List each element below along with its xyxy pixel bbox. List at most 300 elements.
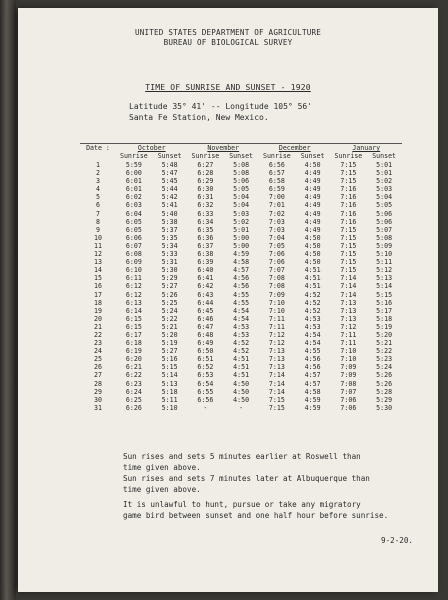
table-row — [80, 258, 402, 266]
day-cell: 8 — [96, 217, 100, 226]
time-cell: 5:38 — [161, 217, 178, 226]
time-cell: 7:06 — [268, 250, 285, 259]
note-roswell: Sun rises and sets 5 minutes earlier at Roswell than — [123, 452, 361, 461]
time-cell: 5:37 — [161, 225, 178, 234]
time-cell: 5:12 — [376, 266, 393, 275]
time-cell: 6:50 — [197, 347, 214, 356]
day-cell: 13 — [94, 258, 102, 267]
sub-header: Sunset — [229, 152, 254, 160]
time-cell: 6:39 — [197, 258, 214, 267]
time-cell: 7:16 — [340, 193, 357, 202]
time-cell: 7:07 — [268, 266, 285, 275]
time-cell: 4:49 — [304, 177, 321, 186]
table-row — [80, 210, 402, 218]
time-cell: 4:51 — [304, 282, 321, 291]
time-cell: 7:13 — [340, 306, 357, 315]
time-cell: 5:59 — [125, 161, 142, 169]
time-cell: 6:07 — [125, 241, 142, 250]
time-cell: 6:59 — [268, 185, 285, 194]
time-cell: 7:11 — [268, 322, 285, 331]
time-cell: 6:51 — [197, 355, 214, 364]
time-cell: 4:49 — [304, 209, 321, 218]
time-cell: 5:29 — [376, 395, 393, 404]
time-cell: 5:16 — [161, 355, 178, 364]
time-cell: 4:52 — [304, 290, 321, 299]
table-body — [80, 160, 402, 412]
time-cell: 5:10 — [376, 250, 393, 259]
time-cell: 7:05 — [268, 241, 285, 250]
time-cell: 7:06 — [340, 403, 357, 412]
note-albuquerque-cont: time given above. — [123, 485, 201, 494]
time-cell: 6:28 — [197, 169, 214, 178]
time-cell: 7:08 — [268, 282, 285, 291]
month-header: December — [278, 144, 311, 152]
time-cell: 4:49 — [304, 185, 321, 194]
time-cell: 4:51 — [233, 371, 250, 380]
time-cell: 5:00 — [233, 241, 250, 250]
day-cell: 17 — [94, 290, 102, 299]
time-cell: 7:01 — [268, 201, 285, 210]
time-cell: 6:05 — [125, 225, 142, 234]
time-cell: 5:03 — [376, 185, 393, 194]
day-cell: 16 — [94, 282, 102, 291]
time-cell: 6:27 — [197, 161, 214, 169]
time-cell: 5:29 — [161, 274, 178, 283]
time-cell: 7:12 — [268, 330, 285, 339]
time-cell: 5:05 — [233, 185, 250, 194]
day-cell: 19 — [94, 306, 102, 315]
day-cell: 7 — [96, 209, 100, 218]
time-cell: 7:00 — [268, 193, 285, 202]
time-cell: 4:52 — [304, 306, 321, 315]
time-cell: 7:09 — [340, 363, 357, 372]
time-cell: 7:11 — [340, 339, 357, 348]
day-cell: 21 — [94, 322, 102, 331]
table-row — [80, 388, 402, 396]
time-cell: 5:30 — [161, 266, 178, 275]
time-cell: 4:54 — [304, 330, 321, 339]
day-cell: 11 — [94, 241, 102, 250]
time-cell: 4:52 — [233, 339, 250, 348]
time-cell: 4:56 — [304, 355, 321, 364]
time-cell: 5:31 — [161, 258, 178, 267]
time-cell: 7:10 — [340, 355, 357, 364]
time-cell: 7:06 — [268, 258, 285, 267]
document-title: TIME OF SUNRISE AND SUNSET - 1920 — [145, 83, 311, 92]
time-cell: 5:24 — [376, 363, 393, 372]
time-cell: 4:55 — [304, 347, 321, 356]
time-cell: 4:49 — [304, 225, 321, 234]
time-cell: 4:57 — [304, 371, 321, 380]
time-cell: 5:11 — [376, 258, 393, 267]
time-cell: 5:04 — [376, 193, 393, 202]
day-cell: 27 — [94, 371, 102, 380]
time-cell: 5:02 — [233, 217, 250, 226]
day-cell: 26 — [94, 363, 102, 372]
time-cell: 5:17 — [376, 306, 393, 315]
day-cell: 5 — [96, 193, 100, 202]
sub-header: Sunrise — [334, 152, 363, 160]
day-cell: 31 — [94, 403, 102, 412]
time-cell: 4:55 — [233, 290, 250, 299]
time-cell: 4:49 — [304, 201, 321, 210]
table-row — [80, 169, 402, 177]
table-row — [80, 371, 402, 379]
time-cell: 5:15 — [376, 290, 393, 299]
time-cell: 6:20 — [125, 355, 142, 364]
table-row — [80, 299, 402, 307]
time-cell: 7:15 — [340, 233, 357, 242]
time-cell: 4:58 — [233, 258, 250, 267]
time-cell: 7:13 — [268, 355, 285, 364]
time-cell: 5:35 — [161, 233, 178, 242]
time-cell: 7:15 — [340, 177, 357, 186]
time-cell: 6:15 — [125, 322, 142, 331]
time-cell: 6:32 — [197, 201, 214, 210]
time-cell: 7:07 — [340, 387, 357, 396]
time-cell: 5:20 — [161, 330, 178, 339]
time-cell: 5:42 — [161, 193, 178, 202]
time-cell: 4:51 — [304, 274, 321, 283]
department-heading: UNITED STATES DEPARTMENT OF AGRICULTURE — [134, 28, 322, 37]
time-cell: 5:41 — [161, 201, 178, 210]
table-row — [80, 380, 402, 388]
time-cell: 7:02 — [268, 209, 285, 218]
time-cell: 6:56 — [197, 395, 214, 404]
time-cell: 4:53 — [304, 314, 321, 323]
sub-header: Sunrise — [191, 152, 220, 160]
time-cell: 4:49 — [304, 217, 321, 226]
time-cell: 7:16 — [340, 217, 357, 226]
time-cell: 4:50 — [304, 258, 321, 267]
table-row — [80, 250, 402, 258]
time-cell: 4:53 — [304, 322, 321, 331]
time-cell: 5:04 — [233, 201, 250, 210]
time-cell: 5:22 — [161, 314, 178, 323]
time-cell: 6:31 — [197, 193, 214, 202]
table-row — [80, 282, 402, 290]
bureau-heading: BUREAU OF BIOLOGICAL SURVEY — [163, 38, 293, 47]
time-cell: 5:45 — [161, 177, 178, 186]
time-cell: 5:03 — [233, 209, 250, 218]
latitude-longitude: Latitude 35° 41' -- Longitude 105° 56' — [129, 102, 313, 111]
time-cell: 6:22 — [125, 371, 142, 380]
time-cell: 5:26 — [376, 379, 393, 388]
time-cell: 6:56 — [268, 161, 285, 169]
time-cell: 5:16 — [376, 298, 393, 307]
time-cell: 4:57 — [233, 266, 250, 275]
day-cell: 12 — [94, 250, 102, 259]
time-cell: 5:08 — [233, 169, 250, 178]
time-cell: 5:10 — [161, 403, 178, 412]
day-cell: 28 — [94, 379, 102, 388]
time-cell: 6:41 — [197, 274, 214, 283]
time-cell: 6:00 — [125, 169, 142, 178]
table-row — [80, 201, 402, 209]
time-cell: 7:13 — [268, 347, 285, 356]
sub-header-row — [80, 152, 402, 160]
time-cell: - — [203, 403, 208, 412]
time-cell: 5:20 — [376, 330, 393, 339]
time-cell: 6:13 — [125, 298, 142, 307]
time-cell: 4:50 — [233, 379, 250, 388]
sub-header: Sunset — [372, 152, 397, 160]
time-cell: 4:50 — [304, 241, 321, 250]
time-cell: 4:57 — [304, 379, 321, 388]
time-cell: 5:18 — [376, 314, 393, 323]
time-cell: 5:30 — [376, 403, 393, 412]
time-cell: 5:22 — [376, 347, 393, 356]
station-name: Santa Fe Station, New Mexico. — [129, 113, 269, 122]
table-row — [80, 193, 402, 201]
time-cell: 7:15 — [340, 225, 357, 234]
time-cell: 5:13 — [376, 274, 393, 283]
day-cell: 10 — [94, 233, 102, 242]
time-cell: 6:18 — [125, 339, 142, 348]
time-cell: 4:54 — [304, 339, 321, 348]
day-cell: 2 — [96, 169, 100, 178]
time-cell: 5:13 — [161, 379, 178, 388]
time-cell: 5:05 — [376, 201, 393, 210]
time-cell: 4:59 — [304, 403, 321, 412]
day-cell: 20 — [94, 314, 102, 323]
time-cell: 7:16 — [340, 185, 357, 194]
time-cell: 4:49 — [304, 193, 321, 202]
book-binding — [0, 0, 16, 600]
day-cell: 4 — [96, 185, 100, 194]
sunrise-sunset-table — [80, 143, 402, 412]
time-cell: 5:07 — [376, 225, 393, 234]
time-cell: 4:53 — [233, 322, 250, 331]
time-cell: 6:10 — [125, 266, 142, 275]
time-cell: 6:42 — [197, 282, 214, 291]
month-header: November — [207, 144, 240, 152]
day-cell: 15 — [94, 274, 102, 283]
time-cell: 5:48 — [161, 161, 178, 169]
time-cell: 6:03 — [125, 201, 142, 210]
time-cell: 5:23 — [376, 355, 393, 364]
time-cell: 7:13 — [340, 298, 357, 307]
time-cell: 4:50 — [304, 233, 321, 242]
time-cell: 4:49 — [304, 169, 321, 178]
time-cell: 5:09 — [376, 241, 393, 250]
time-cell: 5:06 — [376, 217, 393, 226]
time-cell: 6:12 — [125, 290, 142, 299]
time-cell: 7:04 — [268, 233, 285, 242]
sub-header: Sunset — [157, 152, 182, 160]
table-row — [80, 404, 402, 412]
time-cell: 5:28 — [376, 387, 393, 396]
time-cell: 6:45 — [197, 306, 214, 315]
time-cell: 5:21 — [376, 339, 393, 348]
time-cell: 5:47 — [161, 169, 178, 178]
time-cell: 5:33 — [161, 250, 178, 259]
table-row — [80, 355, 402, 363]
time-cell: 7:14 — [268, 387, 285, 396]
time-cell: 6:21 — [125, 363, 142, 372]
time-cell: 6:58 — [268, 177, 285, 186]
day-cell: 9 — [96, 225, 100, 234]
table-row — [80, 177, 402, 185]
table-row — [80, 347, 402, 355]
time-cell: 6:12 — [125, 282, 142, 291]
time-cell: 7:13 — [340, 314, 357, 323]
time-cell: 4:51 — [233, 355, 250, 364]
time-cell: 7:10 — [340, 347, 357, 356]
day-cell: 6 — [96, 201, 100, 210]
time-cell: 5:26 — [376, 371, 393, 380]
document-page — [18, 8, 438, 592]
time-cell: 7:14 — [268, 379, 285, 388]
table-row — [80, 218, 402, 226]
time-cell: 7:06 — [340, 395, 357, 404]
day-cell: 23 — [94, 339, 102, 348]
time-cell: 5:26 — [161, 290, 178, 299]
day-cell: 24 — [94, 347, 102, 356]
time-cell: 4:55 — [233, 298, 250, 307]
time-cell: 5:08 — [233, 161, 250, 169]
time-cell: 6:54 — [197, 379, 214, 388]
time-cell: 7:09 — [340, 371, 357, 380]
table-row — [80, 315, 402, 323]
day-cell: 18 — [94, 298, 102, 307]
time-cell: 6:46 — [197, 314, 214, 323]
time-cell: 5:27 — [161, 347, 178, 356]
time-cell: 5:06 — [376, 209, 393, 218]
month-header: October — [137, 144, 166, 152]
time-cell: 5:19 — [376, 322, 393, 331]
time-cell: 6:14 — [125, 306, 142, 315]
day-cell: 14 — [94, 266, 102, 275]
time-cell: 4:56 — [233, 274, 250, 283]
time-cell: 7:11 — [340, 330, 357, 339]
time-cell: 7:16 — [340, 209, 357, 218]
time-cell: 6:35 — [197, 225, 214, 234]
time-cell: 7:10 — [268, 298, 285, 307]
sub-header: Sunrise — [262, 152, 291, 160]
time-cell: 7:15 — [340, 169, 357, 178]
time-cell: 5:24 — [161, 306, 178, 315]
time-cell: 4:51 — [233, 363, 250, 372]
time-cell: 7:14 — [268, 371, 285, 380]
day-cell: 22 — [94, 330, 102, 339]
table-row — [80, 291, 402, 299]
time-cell: 6:43 — [197, 290, 214, 299]
time-cell: 4:58 — [304, 387, 321, 396]
time-cell: 5:15 — [161, 363, 178, 372]
time-cell: 7:15 — [340, 266, 357, 275]
time-cell: 4:54 — [233, 306, 250, 315]
table-row — [80, 363, 402, 371]
time-cell: 6:52 — [197, 363, 214, 372]
time-cell: 4:50 — [233, 395, 250, 404]
time-cell: 5:21 — [161, 322, 178, 331]
note-albuquerque: Sun rises and sets 7 minutes later at Albuquerque than — [123, 474, 370, 483]
time-cell: 4:51 — [304, 266, 321, 275]
time-cell: 6:02 — [125, 193, 142, 202]
table-row — [80, 274, 402, 282]
time-cell: 6:01 — [125, 177, 142, 186]
month-header: January — [352, 144, 381, 152]
time-cell: 6:49 — [197, 339, 214, 348]
table-row — [80, 396, 402, 404]
time-cell: 6:09 — [125, 258, 142, 267]
time-cell: 7:15 — [340, 258, 357, 267]
time-cell: 6:26 — [125, 403, 142, 412]
time-cell: 6:57 — [268, 169, 285, 178]
time-cell: 6:06 — [125, 233, 142, 242]
time-cell: 7:15 — [340, 250, 357, 259]
table-row — [80, 185, 402, 193]
time-cell: 6:40 — [197, 266, 214, 275]
time-cell: 4:59 — [304, 395, 321, 404]
time-cell: 4:50 — [233, 387, 250, 396]
day-cell: 1 — [96, 161, 100, 169]
table-row — [80, 234, 402, 242]
time-cell: 6:25 — [125, 395, 142, 404]
time-cell: 6:01 — [125, 185, 142, 194]
time-cell: 7:14 — [340, 282, 357, 291]
time-cell: 5:02 — [376, 177, 393, 186]
time-cell: 6:17 — [125, 330, 142, 339]
time-cell: 7:09 — [268, 290, 285, 299]
time-cell: 5:34 — [161, 241, 178, 250]
time-cell: 7:14 — [340, 290, 357, 299]
time-cell: 6:34 — [197, 217, 214, 226]
table-row — [80, 307, 402, 315]
time-cell: 7:13 — [268, 363, 285, 372]
time-cell: 7:03 — [268, 225, 285, 234]
time-cell: 7:16 — [340, 201, 357, 210]
time-cell: 6:44 — [197, 298, 214, 307]
sub-header: Sunrise — [119, 152, 148, 160]
time-cell: 4:52 — [304, 298, 321, 307]
time-cell: 7:15 — [268, 403, 285, 412]
time-cell: 6:05 — [125, 217, 142, 226]
time-cell: 5:11 — [161, 395, 178, 404]
time-cell: 6:08 — [125, 250, 142, 259]
document-date: 9-2-20. — [381, 536, 414, 545]
time-cell: 7:03 — [268, 217, 285, 226]
time-cell: 4:50 — [304, 250, 321, 259]
day-cell: 29 — [94, 387, 102, 396]
time-cell: 4:52 — [233, 347, 250, 356]
time-cell: 5:19 — [161, 339, 178, 348]
sub-header: Sunset — [300, 152, 325, 160]
time-cell: 4:50 — [304, 161, 321, 169]
time-cell: 4:53 — [233, 330, 250, 339]
time-cell: 5:01 — [376, 169, 393, 178]
table-row — [80, 331, 402, 339]
table-row — [80, 226, 402, 234]
note-hunting: It is unlawful to hunt, pursue or take any migratory — [123, 500, 361, 509]
time-cell: 7:12 — [268, 339, 285, 348]
day-cell: 30 — [94, 395, 102, 404]
time-cell: 5:00 — [233, 233, 250, 242]
time-cell: 5:40 — [161, 209, 178, 218]
time-cell: 6:48 — [197, 330, 214, 339]
table-row — [80, 339, 402, 347]
time-cell: 6:24 — [125, 387, 142, 396]
date-column-header: Date : — [86, 144, 110, 152]
table-row — [80, 266, 402, 274]
note-roswell-cont: time given above. — [123, 463, 201, 472]
time-cell: 7:15 — [340, 161, 357, 169]
time-cell: 5:27 — [161, 282, 178, 291]
time-cell: 4:54 — [233, 314, 250, 323]
time-cell: 7:11 — [268, 314, 285, 323]
time-cell: 5:01 — [233, 225, 250, 234]
